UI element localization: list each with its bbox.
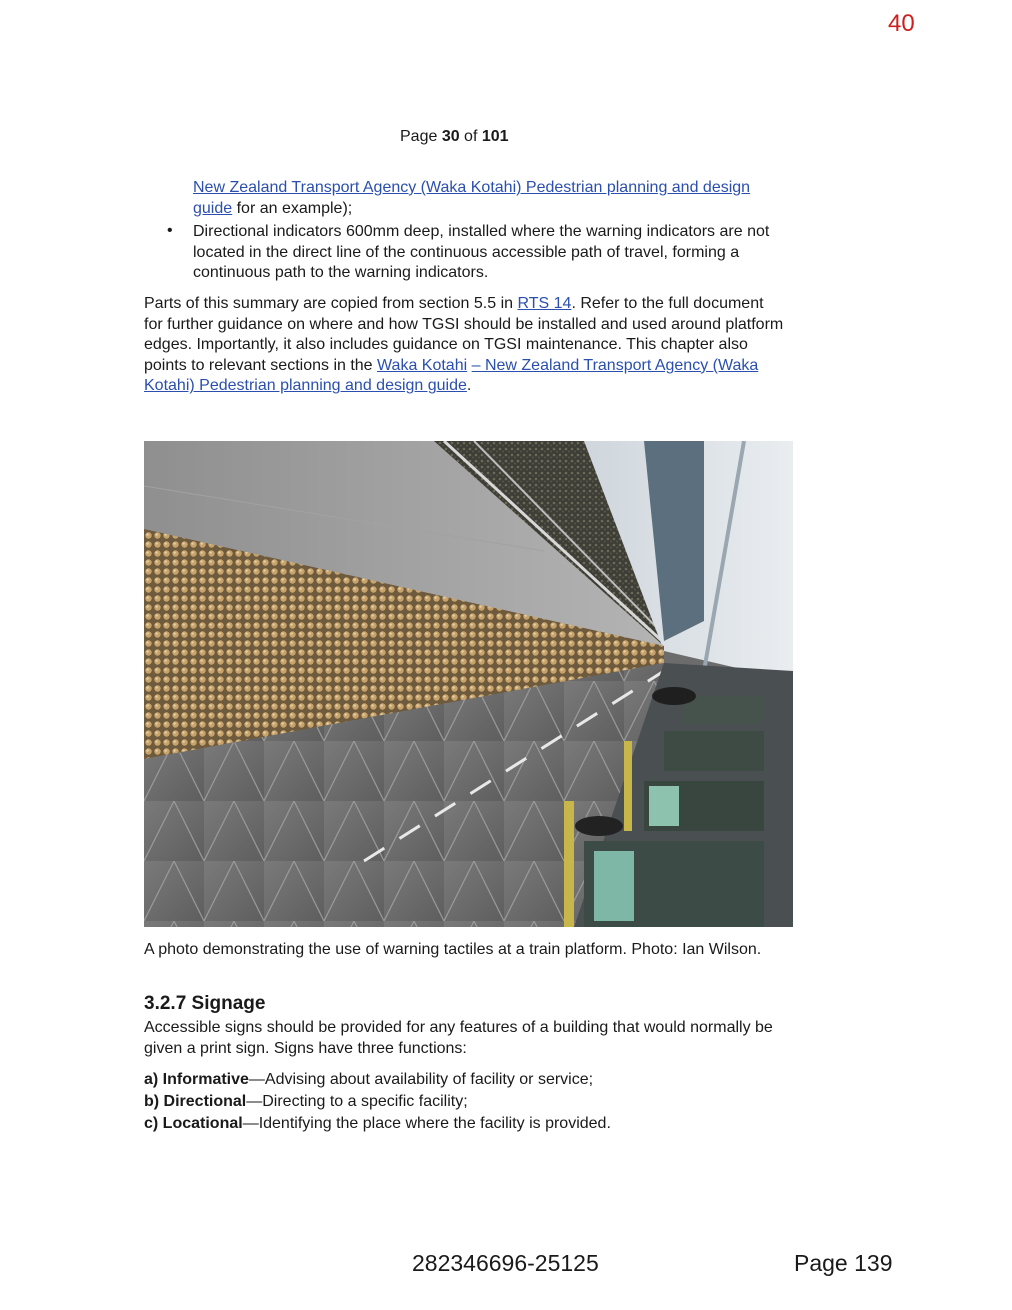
list-item — [144, 1092, 784, 1114]
summary-text-1: Parts of this summary are copied from section 5.5 in — [144, 295, 518, 312]
sign-functions-list — [144, 1070, 784, 1136]
page-header-total: 101 — [481, 128, 509, 145]
photo-caption: A photo demonstrating the use of warning tactiles at a train platform. Photo: Ian Wilson. — [144, 941, 762, 958]
list-item — [144, 1114, 784, 1136]
footer-page-label: Page 139 — [794, 1250, 893, 1276]
function-text: —Advising about availability of facility or service; — [248, 1071, 594, 1088]
summary-text-2: . Refer to the full document for further guidance on where and how TGSI should be installed and used around platform edges. Importantly, it also includes guidance on TGSI maintenance. This chapter also points to relevant sections in the — [144, 295, 784, 374]
bullet-icon: • — [167, 222, 173, 239]
page-header-middle: of — [459, 128, 482, 145]
page-header-prefix: Page — [400, 128, 442, 145]
footer-document-id: 282346696-25125 — [412, 1250, 599, 1276]
list-item — [144, 1070, 784, 1092]
bullet-item-directional-indicators: Directional indicators 600mm deep, installed where the warning indicators are not located in the direct line of the continuous accessible path of travel, forming a continuous path to the warning indicators. — [193, 223, 770, 282]
rts14-link[interactable]: RTS 14 — [517, 295, 572, 312]
pedestrian-guide-link[interactable]: New Zealand Transport Agency (Waka Kotahi) Pedestrian planning and design guide — [193, 179, 751, 217]
function-label: b) Directional — [144, 1093, 247, 1110]
nzta-guide-link[interactable]: – New Zealand Transport Agency (Waka Kotahi) Pedestrian planning and design guide — [144, 356, 759, 395]
function-text: —Directing to a specific facility; — [246, 1093, 468, 1110]
corner-page-number: 40 — [888, 10, 915, 37]
platform-tactiles-photo — [144, 441, 793, 927]
function-label: a) Informative — [144, 1071, 249, 1088]
section-heading-signage: 3.2.7 Signage — [144, 993, 266, 1014]
function-text: —Identifying the place where the facility is provided. — [242, 1115, 611, 1132]
bullet-continuation — [193, 178, 793, 219]
page-header-current: 30 — [441, 128, 460, 145]
waka-kotahi-link[interactable]: Waka Kotahi — [377, 356, 468, 374]
function-label: c) Locational — [144, 1115, 243, 1132]
page-header — [400, 128, 509, 146]
signage-paragraph: Accessible signs should be provided for any features of a building that would normally be given a print sign. Signs have three functions: — [144, 1019, 773, 1057]
summary-text-4: . — [466, 377, 472, 395]
bullet-continuation-text: for an example); — [232, 199, 353, 217]
summary-paragraph — [144, 294, 784, 397]
